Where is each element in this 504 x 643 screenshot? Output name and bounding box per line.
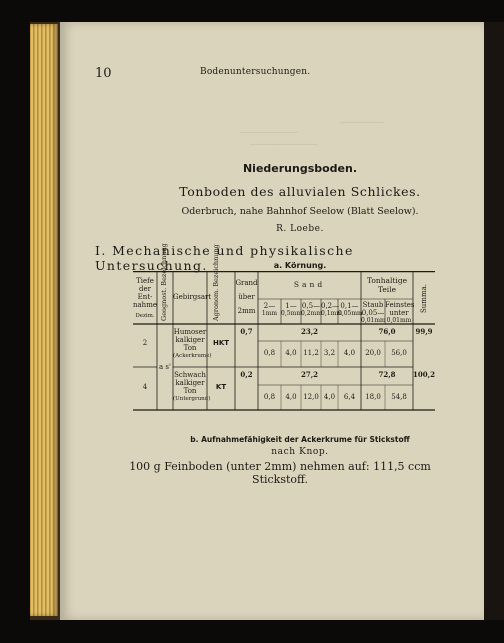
row2-sand-fraction: 4,0 (323, 393, 336, 401)
page-number: 10 (95, 66, 112, 81)
row1-sand-fraction: 11,2 (303, 349, 319, 357)
header-tiefe (133, 277, 157, 309)
section-b-method: nach Knop. (271, 447, 329, 457)
header-staub-line: 0,01mm (361, 317, 386, 324)
row2-note: (Untergrund) (173, 396, 211, 402)
row2-agronom: KT (215, 383, 227, 391)
subtitle: Tonboden des alluvialen Schlickes. (179, 184, 421, 199)
row1-grand: 0,7 (240, 327, 253, 336)
row2-gebirgsart-line: Ton (183, 387, 197, 395)
bleed-through: ────────────── (250, 140, 318, 149)
row1-feinstes: 56,0 (391, 349, 407, 357)
row2-sand-fraction: 12,0 (303, 393, 319, 401)
sand-sub-label: 0,5— (301, 302, 321, 310)
row2-gebirgsart-line: Schwach (174, 371, 206, 379)
row2-sand-total: 27,2 (300, 370, 319, 379)
row2-staub: 18,0 (365, 393, 381, 401)
author-line: R. Loebe. (276, 224, 324, 234)
row2-sand-fraction: 4,0 (285, 393, 297, 401)
row1-note: (Ackerkrume) (173, 353, 212, 359)
location-line: Oderbruch, nahe Bahnhof Seelow (Blatt Seelow). (181, 206, 419, 217)
bleed-through: ───────── (340, 118, 384, 127)
header-summa: Summa. (420, 284, 428, 313)
section-b-title: b. Aufnahmefähigkeit der Ackerkrume für Stickstoff (190, 435, 410, 444)
header-tiefe-unit: Dezim. (135, 313, 155, 319)
header-tonhaltige-line: Tonhaltige (366, 276, 408, 285)
header-tiefe-line: der (139, 285, 151, 293)
header-tiefe-line: Tiefe (136, 277, 154, 285)
sand-sub-label: 0,1— (340, 302, 359, 310)
geognost-value: a s' (159, 363, 171, 371)
sand-sub-label: 0,5mm (281, 310, 302, 317)
header-feinstes-line: 0,01mm (386, 317, 412, 324)
sand-sub-label: 1— (285, 302, 297, 310)
header-geognost: Geognost. Bezeichnung (160, 243, 168, 321)
nitrogen-statement: 100 g Feinboden (unter 2mm) nehmen auf: 111,5 ccm Stickstoff. (129, 460, 431, 486)
row1-gebirgsart-line: Ton (183, 344, 197, 352)
row2-feinstes: 54,8 (391, 393, 407, 401)
row2-sand-fraction: 6,4 (343, 393, 356, 401)
header-grand-line: über (238, 293, 255, 301)
header-sand-sub (281, 302, 301, 318)
row1-summa: 99,9 (415, 327, 433, 336)
header-feinstes-line: Feinstes (385, 301, 415, 309)
sand-sub-label: 2— (263, 302, 276, 310)
row2-depth: 4 (142, 383, 148, 391)
row2-gebirgsart-line: kalkiger (175, 379, 205, 387)
sand-sub-label: 0,1mm (321, 310, 342, 317)
row1-sand-fraction: 3,2 (323, 349, 336, 357)
header-sand-sub (338, 302, 361, 318)
row1-sand-fraction: 4,0 (343, 349, 356, 357)
row1-agronom: HKT (212, 339, 230, 347)
header-sand-sub (258, 302, 281, 318)
header-tonhaltige (361, 276, 413, 294)
row1-sand-total: 23,2 (300, 327, 319, 336)
header-gebirgsart: Gebirgsart (173, 293, 212, 301)
header-staub-line: 0,05— (361, 309, 385, 317)
row1-gebirgsart-line: kalkiger (175, 336, 205, 344)
row2-summa: 100,2 (413, 370, 435, 379)
part-title: I. Mechanische und physikalische Untersuchung. (95, 243, 354, 273)
row1-staub: 20,0 (365, 349, 381, 357)
header-tiefe-line: Ent- (137, 293, 153, 301)
page-edges (30, 24, 58, 616)
section-title: Niederungsboden. (242, 162, 358, 175)
sand-sub-label: 0,2mm (301, 310, 322, 317)
row1-ton-total: 76,0 (378, 327, 396, 336)
running-head: Bodenuntersuchungen. (200, 67, 311, 77)
header-tiefe-line: nahme (133, 301, 157, 309)
bleed-through: ──────────── (240, 128, 298, 137)
row2-sand-fraction: 0,8 (263, 393, 276, 401)
row1-depth: 2 (142, 339, 148, 347)
book-right-side (484, 22, 504, 620)
row1-gebirgsart-line: Humoser (173, 328, 207, 336)
header-sand: Sand (293, 280, 326, 289)
header-agronom: Agronom. Bezeichnung (212, 244, 220, 321)
row2-grand: 0,2 (240, 370, 253, 379)
row1-sand-fraction: 4,0 (285, 349, 297, 357)
header-grand-line: Grand (235, 279, 258, 287)
header-staub-line: Staub (362, 301, 384, 309)
row1-sand-fraction: 0,8 (263, 349, 276, 357)
row1-gebirgsart (173, 328, 212, 360)
header-feinstes (385, 301, 413, 325)
sand-sub-label: 0,2— (321, 302, 340, 310)
header-grand (235, 279, 258, 315)
row2-gebirgsart (173, 371, 211, 403)
header-feinstes-line: unter (389, 309, 409, 317)
sand-sub-label: 0,05mm (338, 310, 363, 317)
sand-sub-label: 1mm (261, 310, 278, 317)
header-staub (361, 301, 385, 325)
header-sand-sub (321, 302, 342, 318)
row2-ton-total: 72,8 (378, 370, 396, 379)
header-sand-sub (301, 302, 321, 318)
part-subtitle: a. Körnung. (273, 261, 327, 270)
header-grand-line: 2mm (237, 307, 256, 315)
header-tonhaltige-line: Teile (377, 285, 397, 294)
